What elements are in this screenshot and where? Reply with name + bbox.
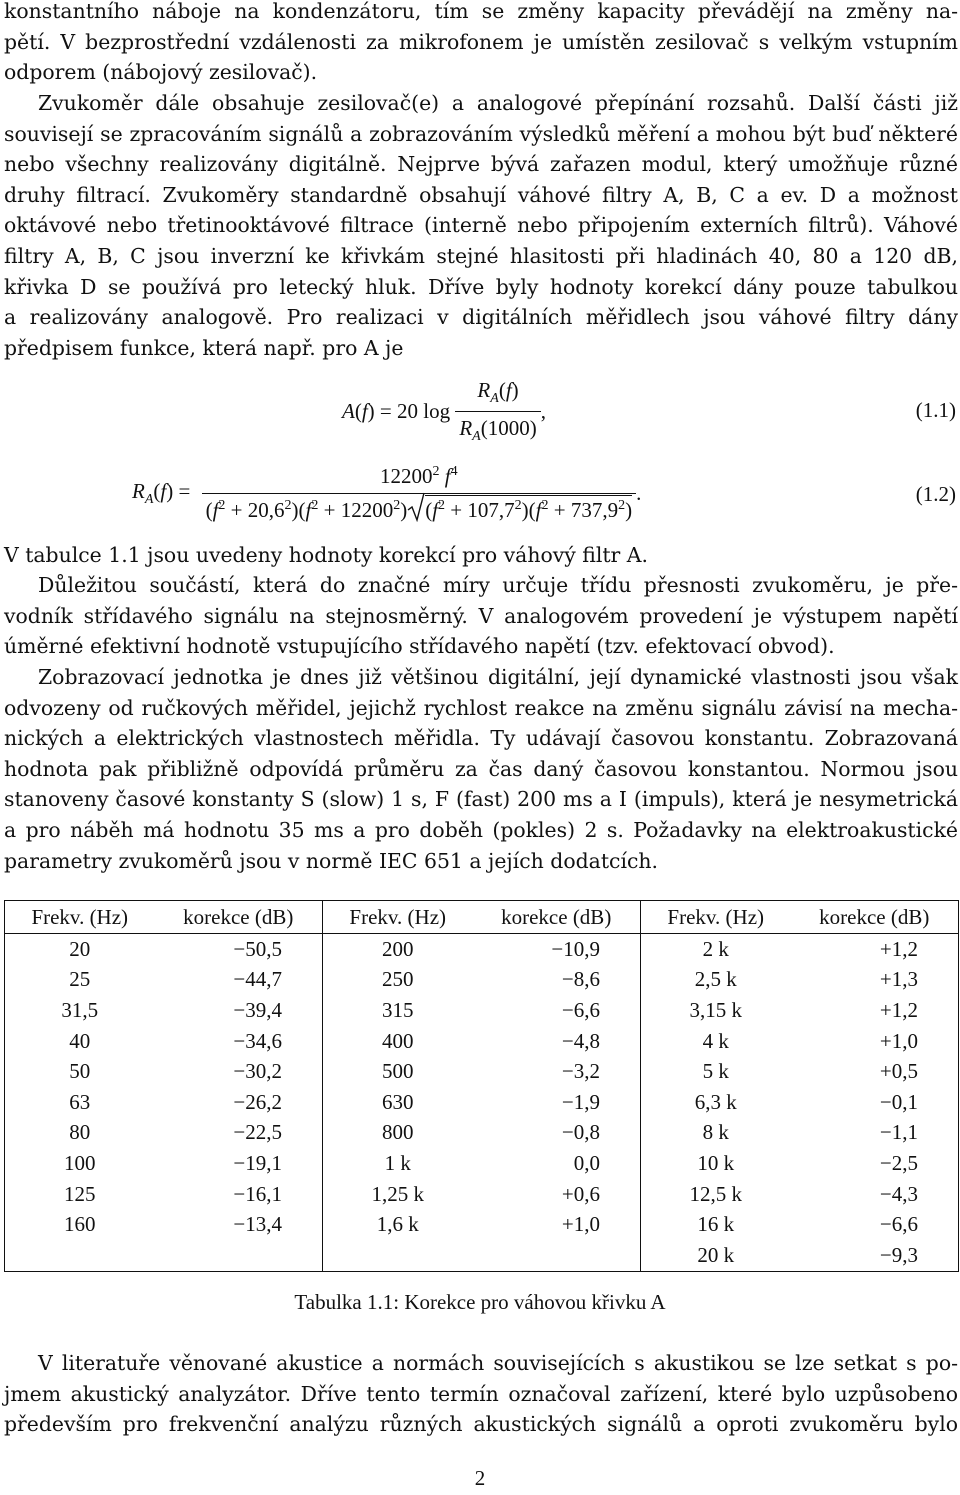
table-row (5, 1056, 959, 1087)
text-line: a realizovány analogově. Pro realizaci v digitálních měřidlech jsou váhové filtry dány (4, 305, 958, 330)
text-line: jmem akustický analyzátor. Dříve tento termín označoval zařízení, které bylo uzpůsobeno (4, 1381, 958, 1406)
frequency-cell: 40 (5, 1026, 155, 1057)
correction-table (4, 900, 959, 1272)
table-row (5, 1087, 959, 1118)
frequency-cell: 8 k (640, 1118, 790, 1149)
table-row (5, 965, 959, 996)
frequency-cell: 80 (5, 1118, 155, 1149)
correction-cell: −4,8 (561, 1028, 600, 1053)
frequency-cell: 630 (322, 1087, 472, 1118)
frequency-cell: 2,5 k (640, 965, 790, 996)
frequency-cell: 25 (5, 965, 155, 996)
frequency-cell: 250 (322, 965, 472, 996)
table-caption: Tabulka 1.1: Korekce pro váhovou křivku A (294, 1290, 666, 1314)
text-line: V tabulce 1.1 jsou uvedeny hodnoty korekcí pro váhový filtr A. (4, 543, 648, 567)
correction-cell: 0,0 (573, 1150, 600, 1175)
frequency-cell: 6,3 k (640, 1087, 790, 1118)
page-number: 2 (474, 1466, 486, 1490)
text-line: V literatuře věnované akustice a normách souvisejících s akustikou se lze setkat s po- (38, 1351, 958, 1375)
correction-cell: −0,1 (790, 1087, 958, 1118)
correction-cell: +1,2 (790, 995, 958, 1026)
correction-cell: −0,8 (561, 1120, 600, 1145)
frequency-cell: 100 (5, 1148, 155, 1179)
frequency-cell: 10 k (640, 1148, 790, 1179)
text-line: úměrné efektivní hodnotě vstupujícího střídavého napětí (tzv. efektovací obvod). (4, 634, 835, 659)
frequency-cell: 63 (5, 1087, 155, 1118)
paragraph-4 (4, 570, 958, 662)
frequency-cell: 5 k (640, 1056, 790, 1087)
table-row (5, 1148, 959, 1179)
text-line: křivka D se používá pro letecký hluk. Dříve byly hodnoty korekcí dány pouze tabulkou (4, 274, 958, 299)
correction-cell: +1,2 (790, 934, 958, 965)
correction-cell: −8,6 (561, 967, 600, 992)
frequency-cell: 160 (5, 1209, 155, 1240)
column-header: Frekv. (Hz) (640, 901, 790, 934)
correction-cell: −19,1 (233, 1150, 282, 1175)
column-header: korekce (dB) (790, 901, 958, 934)
frequency-cell: 3,15 k (640, 995, 790, 1026)
frequency-cell: 125 (5, 1179, 155, 1210)
text-line: odvozeny od ručkových měřidel, jejichž rychlost reakce na změnu signálu závisí na mecha- (4, 695, 958, 720)
table-row (5, 1118, 959, 1149)
correction-cell: +0,5 (790, 1056, 958, 1087)
text-line: odporem (nábojový zesilovač). (4, 60, 318, 85)
table-row (5, 1179, 959, 1210)
frequency-cell: 200 (322, 934, 472, 965)
correction-cell: −2,5 (790, 1148, 958, 1179)
text-line: pětí. V bezprostřední vzdálenosti za mikrofonem je umístěn zesilovač s velkým vstupním (4, 29, 958, 54)
column-header: korekce (dB) (154, 901, 322, 934)
table-body (5, 934, 959, 1272)
equation-1-2: $R_A(f)$ = 12200$^2$ $f^4$ $(f^2 + 20,6^2)(f^2 + 12200^2)$ $(f^2 + 107,7^2)(f^2 + 737,9^2)$ . (132, 464, 642, 522)
paragraph-top (4, 0, 958, 88)
text-line: Zobrazovací jednotka je dnes již většinou digitální, její dynamické vlastnosti jsou však (38, 665, 958, 689)
correction-cell: −22,5 (233, 1120, 282, 1145)
text-line: nických a elektrických vlastnostech měřidla. Ty udávají časovou konstantu. Zobrazovaná (4, 726, 958, 751)
equation-1-1: A(f) = 20 log $\frac{R_A(f)}{R_A(1000)}$ , (342, 378, 546, 445)
frequency-cell: 2 k (640, 934, 790, 965)
correction-cell: −34,6 (233, 1028, 282, 1053)
correction-cell: −3,2 (561, 1059, 600, 1084)
frequency-cell: 500 (322, 1056, 472, 1087)
frequency-cell: 1,25 k (322, 1179, 472, 1210)
correction-cell: +1,0 (561, 1212, 600, 1237)
paragraph-3 (4, 540, 958, 571)
text-line: filtry A, B, C jsou inverzní ke křivkám stejné hlasitosti při hladinách 40, 80 a 120 dB, (4, 243, 958, 268)
text-line: druhy filtrací. Zvukoměry standardně obsahují váhové filtry A, B, C a ev. D a možnost (4, 182, 958, 207)
column-header: korekce (dB) (472, 901, 640, 934)
equation-number: (1.2) (915, 482, 956, 506)
paragraph-2 (4, 88, 958, 363)
frequency-cell: 800 (322, 1118, 472, 1149)
text-line: Důležitou součástí, která do značné míry určuje třídu přesnosti zvukoměru, je pře- (38, 573, 958, 597)
frequency-cell: 1 k (322, 1148, 472, 1179)
correction-cell: −6,6 (790, 1209, 958, 1240)
text-line: parametry zvukoměrů jsou v normě IEC 651 a jejích dodatcích. (4, 848, 659, 873)
correction-cell: −39,4 (233, 997, 282, 1022)
column-header: Frekv. (Hz) (5, 901, 155, 934)
correction-cell: −26,2 (233, 1089, 282, 1114)
table-row (5, 934, 959, 965)
correction-cell: +1,0 (790, 1026, 958, 1057)
text-line: předpisem funkce, která např. pro A je (4, 335, 404, 360)
correction-cell: −10,9 (551, 936, 600, 961)
text-line: vodník střídavého signálu na stejnosměrný. V analogovém provedení je výstupem napětí (4, 603, 958, 628)
frequency-cell: 1,6 k (322, 1209, 472, 1240)
correction-cell: −1,1 (790, 1118, 958, 1149)
correction-cell: −16,1 (233, 1181, 282, 1206)
correction-cell: −1,9 (561, 1089, 600, 1114)
correction-cell: +1,3 (790, 965, 958, 996)
frequency-cell: 20 k (640, 1240, 790, 1271)
correction-cell: −44,7 (233, 967, 282, 992)
text-line: oktávové nebo třetinooktávové filtrace (interně nebo připojením externích filtrů). Váhové (4, 213, 958, 238)
frequency-cell: 315 (322, 995, 472, 1026)
correction-cell: −9,3 (790, 1240, 958, 1271)
text-line: konstantního náboje na kondenzátoru, tím se změny kapacity převádějí na změny na- (4, 0, 958, 23)
frequency-cell (322, 1240, 472, 1271)
frequency-cell: 4 k (640, 1026, 790, 1057)
correction-cell (472, 1240, 640, 1271)
text-line: a pro náběh má hodnotu 35 ms a pro doběh (pokles) 2 s. Požadavky na elektroakustické (4, 817, 958, 842)
frequency-cell (5, 1240, 155, 1271)
text-line: především pro frekvenční analýzu různých akustických signálů a oproti zvukoměru bylo (4, 1412, 958, 1437)
table-row (5, 1209, 959, 1240)
table-row (5, 1026, 959, 1057)
paragraph-5 (4, 662, 958, 876)
text-line: Zvukoměr dále obsahuje zesilovač(e) a analogové přepínání rozsahů. Další části již (38, 91, 958, 115)
table-header-row (5, 901, 959, 934)
equation-number: (1.1) (915, 398, 956, 422)
table-row (5, 1240, 959, 1271)
frequency-cell: 31,5 (5, 995, 155, 1026)
column-header: Frekv. (Hz) (322, 901, 472, 934)
frequency-cell: 400 (322, 1026, 472, 1057)
correction-cell: −6,6 (561, 997, 600, 1022)
correction-cell: −4,3 (790, 1179, 958, 1210)
correction-cell: +0,6 (561, 1181, 600, 1206)
text-line: stanoveny časové konstanty S (slow) 1 s, F (fast) 200 ms a I (impuls), která je nesymetrická (4, 787, 958, 812)
correction-cell: −30,2 (233, 1059, 282, 1084)
text-line: souvisejí se zpracováním signálů a zobrazováním výsledků měření a mohou být buď některé (4, 121, 958, 146)
frequency-cell: 50 (5, 1056, 155, 1087)
text-line: nebo všechny realizovány digitálně. Nejprve bývá zařazen modul, který umožňuje různé (4, 152, 958, 177)
sqrt-icon (407, 492, 425, 522)
paragraph-6 (4, 1348, 958, 1440)
frequency-cell: 16 k (640, 1209, 790, 1240)
frequency-cell: 20 (5, 934, 155, 965)
frequency-cell: 12,5 k (640, 1179, 790, 1210)
correction-cell: −50,5 (233, 936, 282, 961)
table-row (5, 995, 959, 1026)
correction-cell: −13,4 (233, 1212, 282, 1237)
text-line: hodnota pak přibližně odpovídá průměru za čas daný časovou konstantou. Normou jsou (4, 756, 958, 781)
correction-cell (154, 1240, 322, 1271)
